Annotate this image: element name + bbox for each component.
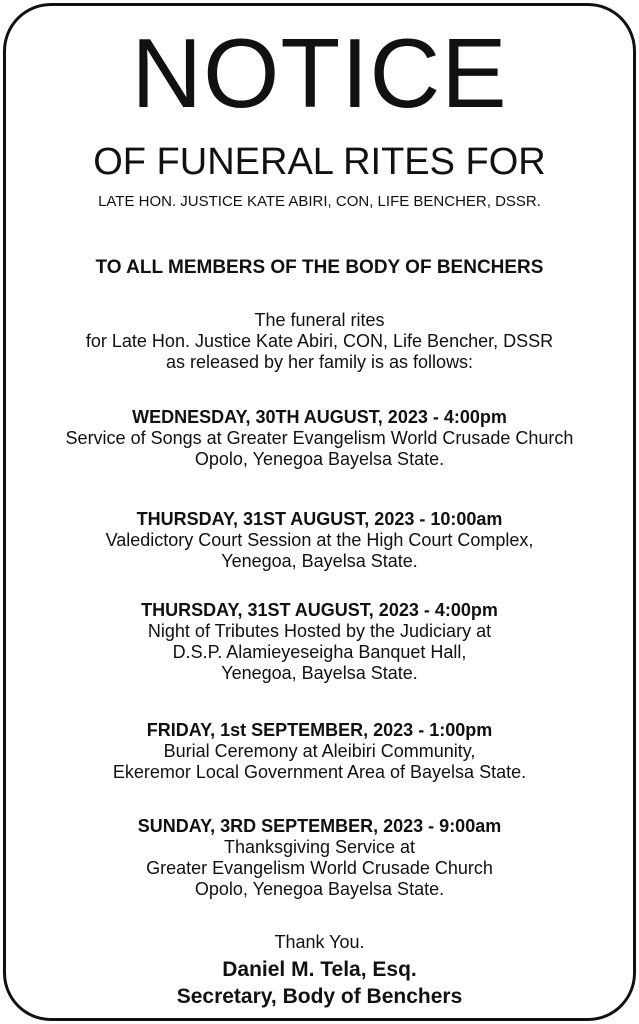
event-detail: Thanksgiving Service at bbox=[223, 837, 416, 857]
event-detail: Greater Evangelism World Crusade Church bbox=[146, 858, 493, 878]
event-datetime: THURSDAY, 31ST AUGUST, 2023 - 10:00am bbox=[136, 509, 503, 529]
event-datetime: FRIDAY, 1st SEPTEMBER, 2023 - 1:00pm bbox=[146, 720, 493, 740]
deceased-honorific: LATE HON. JUSTICE KATE ABIRI, CON, LIFE BENCHER, DSSR. bbox=[98, 193, 541, 210]
intro-line: The funeral rites bbox=[254, 310, 385, 330]
event-thursday-valedictory-session bbox=[0, 509, 639, 572]
event-detail: Night of Tributes Hosted by the Judiciary at bbox=[147, 621, 492, 641]
intro-paragraph bbox=[0, 310, 639, 373]
intro-line: as released by her family is as follows: bbox=[165, 352, 474, 372]
event-detail: Yenegoa, Bayelsa State. bbox=[221, 551, 418, 571]
signer-title: Secretary, Body of Benchers bbox=[176, 985, 463, 1008]
event-detail: Yenegoa, Bayelsa State. bbox=[221, 663, 418, 683]
event-thursday-night-of-tributes bbox=[0, 600, 639, 684]
event-detail: Service of Songs at Greater Evangelism World Crusade Church bbox=[65, 428, 574, 448]
notice-subtitle: OF FUNERAL RITES FOR bbox=[93, 141, 546, 183]
intro-line: for Late Hon. Justice Kate Abiri, CON, Life Bencher, DSSR bbox=[85, 331, 554, 351]
event-friday-burial-ceremony bbox=[0, 720, 639, 783]
salutation: TO ALL MEMBERS OF THE BODY OF BENCHERS bbox=[95, 257, 544, 278]
signature-block bbox=[0, 956, 639, 1010]
notice-title: NOTICE bbox=[131, 18, 508, 128]
event-detail: Burial Ceremony at Aleibiri Community, bbox=[163, 741, 476, 761]
event-wednesday-service-of-songs bbox=[0, 407, 639, 470]
signer-name: Daniel M. Tela, Esq. bbox=[222, 958, 417, 981]
event-sunday-thanksgiving-service bbox=[0, 816, 639, 900]
event-detail: Opolo, Yenegoa Bayelsa State. bbox=[194, 449, 445, 469]
event-datetime: WEDNESDAY, 30TH AUGUST, 2023 - 4:00pm bbox=[132, 407, 507, 427]
event-detail: Valedictory Court Session at the High Court Complex, bbox=[105, 530, 534, 550]
event-datetime: SUNDAY, 3RD SEPTEMBER, 2023 - 9:00am bbox=[137, 816, 502, 836]
event-detail: D.S.P. Alamieyeseigha Banquet Hall, bbox=[172, 642, 467, 662]
event-detail: Ekeremor Local Government Area of Bayelsa State. bbox=[112, 762, 527, 782]
event-detail: Opolo, Yenegoa Bayelsa State. bbox=[194, 879, 445, 899]
thank-you-note: Thank You. bbox=[274, 932, 365, 952]
event-datetime: THURSDAY, 31ST AUGUST, 2023 - 4:00pm bbox=[141, 600, 498, 620]
